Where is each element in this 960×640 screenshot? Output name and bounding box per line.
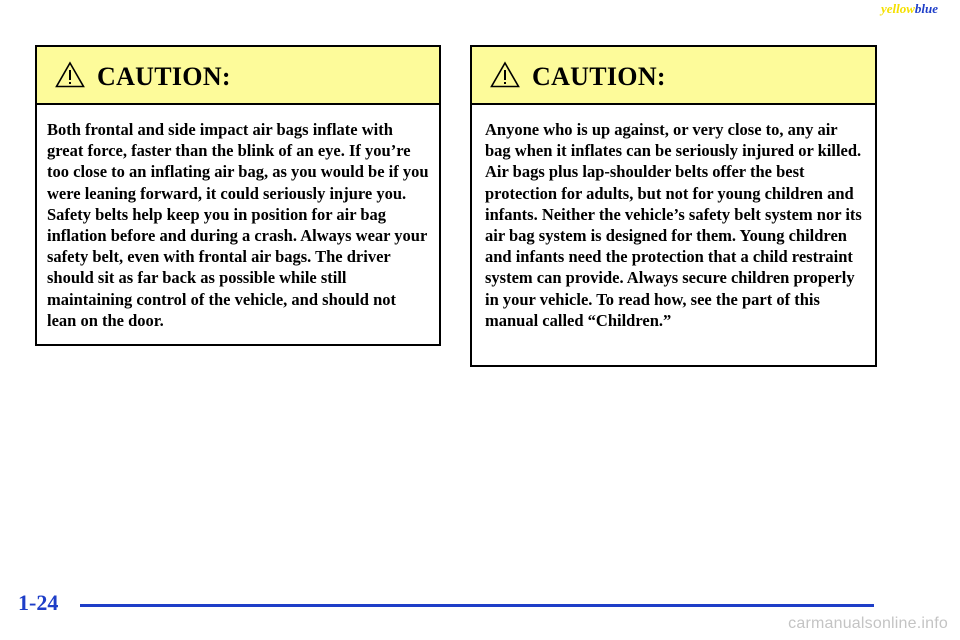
color-tag-blue: blue xyxy=(914,1,938,16)
caution-box-airbag-force xyxy=(35,45,441,346)
caution-box-airbag-proximity xyxy=(470,45,877,367)
warning-triangle-icon xyxy=(55,61,85,88)
caution-title: CAUTION: xyxy=(532,62,666,91)
warning-triangle-icon xyxy=(490,61,520,88)
watermark: carmanualsonline.info xyxy=(788,615,948,632)
caution-header xyxy=(37,47,439,105)
caution-text: Anyone who is up against, or very close to, any air bag when it inflates can be seriously injured or killed. Air bags plus lap-shoulder belts offer the best protection for adults, but not for young children and infants. Neither the vehicle’s safety belt system nor its air bag system is designed for them. Young children and infants need the protection that a child restraint system can provide. Always secure children properly in your vehicle. To read how, see the part of this manual called “Children.” xyxy=(485,120,862,330)
footer-divider xyxy=(80,604,874,607)
color-tag xyxy=(881,0,938,18)
caution-text: Both frontal and side impact air bags inflate with great force, faster than the blink of an eye. If you’re too close to an inflating air bag, as you would be if you were leaning forward, it could seriously injure you. Safety belts help keep you in position for air bag inflation before and during a crash. Always wear your safety belt, even with frontal air bags. The driver should sit as far back as possible while still maintaining control of the vehicle, and should not lean on the door. xyxy=(47,120,429,330)
caution-header xyxy=(472,47,875,105)
color-tag-yellow: yellow xyxy=(880,1,915,16)
page-number: 1-24 xyxy=(18,590,59,615)
caution-title: CAUTION: xyxy=(97,62,231,91)
